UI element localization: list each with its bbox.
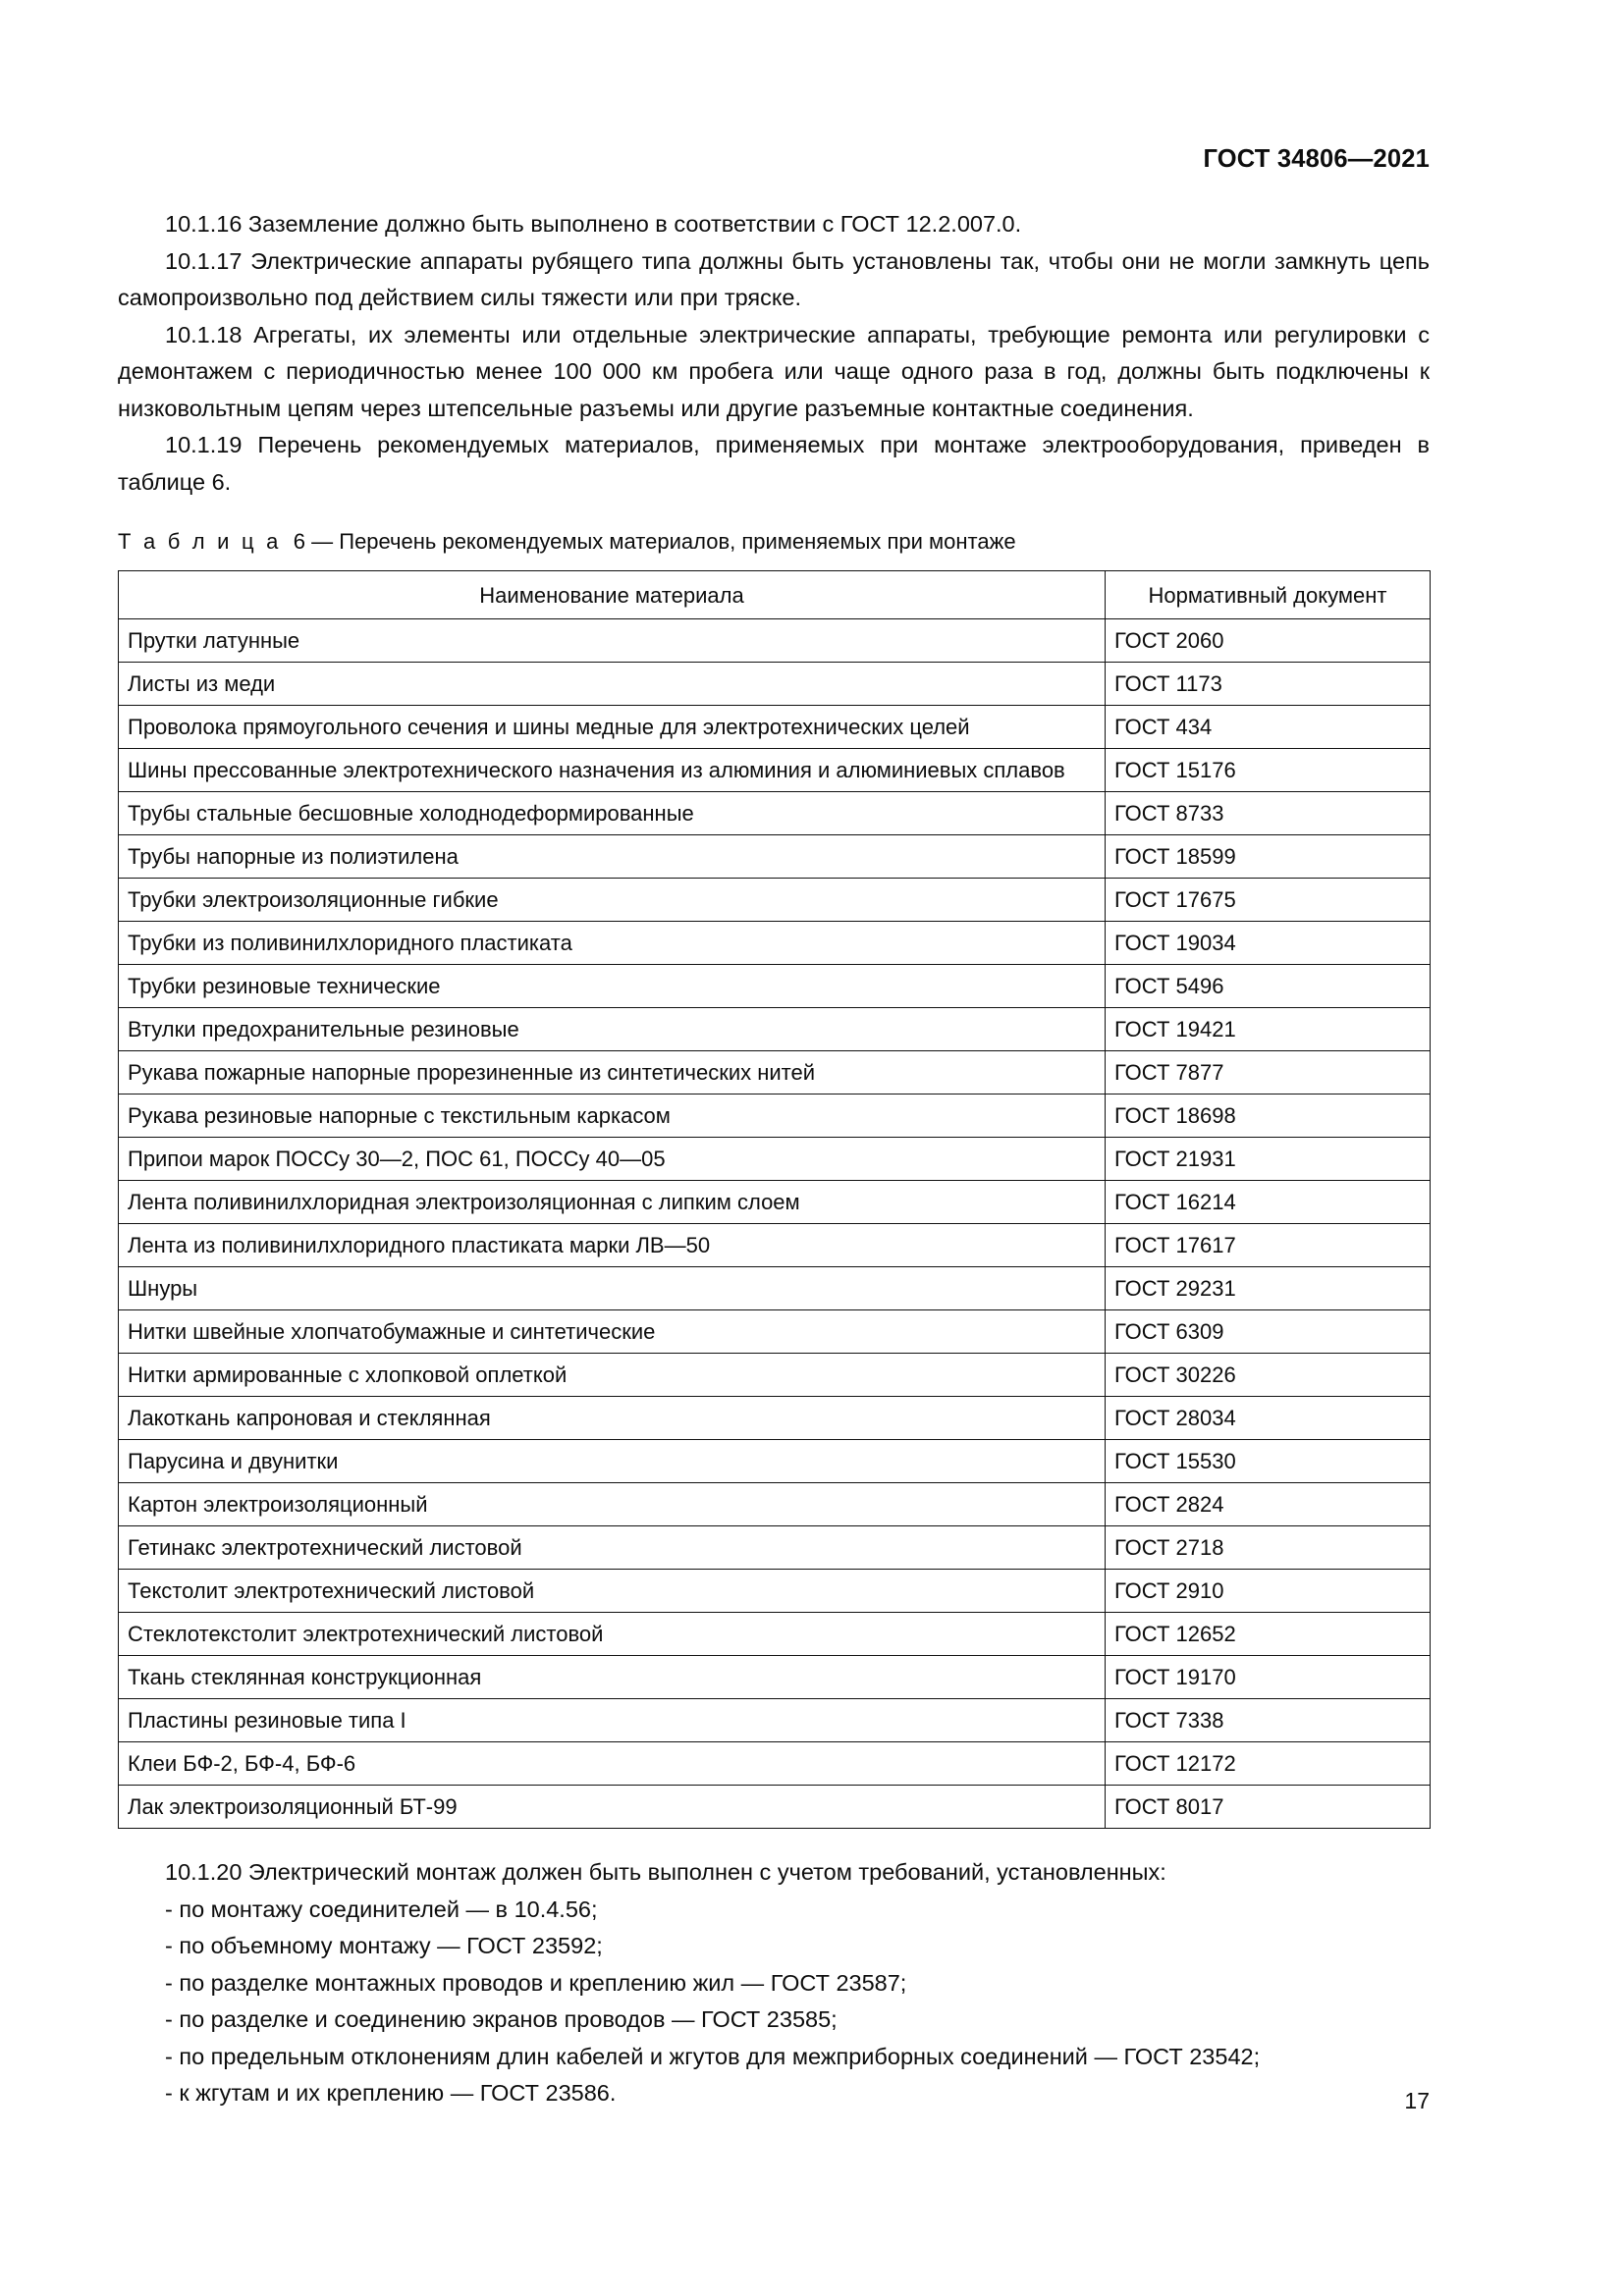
cell-material-name: Пластины резиновые типа I: [119, 1699, 1106, 1742]
cell-normative-document: ГОСТ 8733: [1106, 792, 1431, 835]
list-item: - по предельным отклонениям длин кабелей и жгутов для межприборных соединений — ГОСТ 23542;: [165, 2043, 1261, 2069]
cell-material-name: Трубки из поливинилхлоридного пластиката: [119, 922, 1106, 965]
cell-material-name: Трубки электроизоляционные гибкие: [119, 879, 1106, 922]
cell-normative-document: ГОСТ 19034: [1106, 922, 1431, 965]
column-header-normative-document: Нормативный документ: [1106, 571, 1431, 619]
cell-normative-document: ГОСТ 434: [1106, 706, 1431, 749]
cell-normative-document: ГОСТ 12172: [1106, 1742, 1431, 1786]
cell-normative-document: ГОСТ 1173: [1106, 663, 1431, 706]
paragraph-10-1-18: 10.1.18 Агрегаты, их элементы или отдельные электрические аппараты, требующие ремонта или регулировки с демонтажем с периодичностью менее 100 000 км пробега или чаще одного раза в год, должны быть подключены к низковольтным цепям через штепсельные разъемы или другие разъемные контактные соединения.: [118, 321, 1430, 421]
cell-normative-document: ГОСТ 28034: [1106, 1397, 1431, 1440]
cell-material-name: Парусина и двунитки: [119, 1440, 1106, 1483]
cell-normative-document: ГОСТ 12652: [1106, 1613, 1431, 1656]
paragraph-10-1-19: 10.1.19 Перечень рекомендуемых материалов, применяемых при монтаже электрооборудования, приведен в таблице 6.: [118, 432, 1430, 495]
cell-material-name: Трубы напорные из полиэтилена: [119, 835, 1106, 879]
table-caption-text: Перечень рекомендуемых материалов, применяемых при монтаже: [339, 529, 1016, 554]
post-table-list: [118, 1854, 1430, 2112]
table-row: [119, 965, 1431, 1008]
table-caption-number: 6: [293, 529, 305, 554]
table-row: [119, 749, 1431, 792]
cell-normative-document: ГОСТ 2910: [1106, 1570, 1431, 1613]
table-row: [119, 1008, 1431, 1051]
cell-normative-document: ГОСТ 2718: [1106, 1526, 1431, 1570]
table-row: [119, 1526, 1431, 1570]
cell-material-name: Гетинакс электротехнический листовой: [119, 1526, 1106, 1570]
table-row: [119, 1570, 1431, 1613]
table-row: [119, 619, 1431, 663]
cell-normative-document: ГОСТ 5496: [1106, 965, 1431, 1008]
cell-material-name: Картон электроизоляционный: [119, 1483, 1106, 1526]
cell-material-name: Лента поливинилхлоридная электроизоляционная с липким слоем: [119, 1181, 1106, 1224]
table-row: [119, 1613, 1431, 1656]
table-row: [119, 1483, 1431, 1526]
cell-material-name: Рукава пожарные напорные прорезиненные из синтетических нитей: [119, 1051, 1106, 1095]
page-content: [118, 206, 1430, 2112]
table-header-row: [119, 571, 1431, 619]
table-body: [119, 619, 1431, 1829]
cell-material-name: Листы из меди: [119, 663, 1106, 706]
cell-material-name: Шины прессованные электротехнического назначения из алюминия и алюминиевых сплавов: [119, 749, 1106, 792]
cell-normative-document: ГОСТ 29231: [1106, 1267, 1431, 1310]
cell-normative-document: ГОСТ 8017: [1106, 1786, 1431, 1829]
table-row: [119, 879, 1431, 922]
post-list-items: [118, 1892, 1430, 2112]
cell-normative-document: ГОСТ 15176: [1106, 749, 1431, 792]
paragraph-10-1-16: 10.1.16 Заземление должно быть выполнено в соответствии с ГОСТ 12.2.007.0.: [165, 211, 1022, 237]
table-row: [119, 1440, 1431, 1483]
table-row: [119, 1310, 1431, 1354]
cell-normative-document: ГОСТ 18599: [1106, 835, 1431, 879]
paragraph-10-1-17: 10.1.17 Электрические аппараты рубящего типа должны быть установлены так, чтобы они не могли замкнуть цепь самопроизвольно под действием силы тяжести или при тряске.: [118, 247, 1430, 310]
cell-material-name: Припои марок ПОССу 30—2, ПОС 61, ПОССу 40—05: [119, 1138, 1106, 1181]
table-caption: [118, 526, 1430, 558]
column-header-material-name: Наименование материала: [119, 571, 1106, 619]
table-caption-word: Т а б л и ц а: [118, 529, 282, 554]
cell-normative-document: ГОСТ 16214: [1106, 1181, 1431, 1224]
cell-material-name: Нитки армированные с хлопковой оплеткой: [119, 1354, 1106, 1397]
table-row: [119, 1742, 1431, 1786]
cell-normative-document: ГОСТ 6309: [1106, 1310, 1431, 1354]
table-row: [119, 1656, 1431, 1699]
running-header-standard-number: ГОСТ 34806—2021: [1203, 145, 1430, 173]
cell-normative-document: ГОСТ 7877: [1106, 1051, 1431, 1095]
table-row: [119, 663, 1431, 706]
cell-normative-document: ГОСТ 17617: [1106, 1224, 1431, 1267]
cell-normative-document: ГОСТ 21931: [1106, 1138, 1431, 1181]
table-row: [119, 706, 1431, 749]
paragraph-10-1-20: 10.1.20 Электрический монтаж должен быть выполнен с учетом требований, установленных:: [165, 1859, 1166, 1885]
list-item: - к жгутам и их креплению — ГОСТ 23586.: [165, 2080, 617, 2106]
cell-normative-document: ГОСТ 19421: [1106, 1008, 1431, 1051]
cell-material-name: Лак электроизоляционный БТ-99: [119, 1786, 1106, 1829]
table-row: [119, 1267, 1431, 1310]
cell-material-name: Лента из поливинилхлоридного пластиката марки ЛВ—50: [119, 1224, 1106, 1267]
table-row: [119, 1095, 1431, 1138]
table-row: [119, 1397, 1431, 1440]
table-row: [119, 922, 1431, 965]
cell-material-name: Трубки резиновые технические: [119, 965, 1106, 1008]
table-row: [119, 1224, 1431, 1267]
table-row: [119, 1354, 1431, 1397]
table-caption-dash: —: [311, 529, 334, 554]
cell-material-name: Трубы стальные бесшовные холоднодеформированные: [119, 792, 1106, 835]
cell-material-name: Текстолит электротехнический листовой: [119, 1570, 1106, 1613]
page-number: 17: [1404, 2088, 1430, 2113]
cell-normative-document: ГОСТ 30226: [1106, 1354, 1431, 1397]
cell-normative-document: ГОСТ 18698: [1106, 1095, 1431, 1138]
table-row: [119, 792, 1431, 835]
cell-material-name: Нитки швейные хлопчатобумажные и синтетические: [119, 1310, 1106, 1354]
list-item: - по разделке монтажных проводов и креплению жил — ГОСТ 23587;: [165, 1969, 907, 1996]
list-item: - по монтажу соединителей — в 10.4.56;: [165, 1896, 598, 1922]
cell-material-name: Втулки предохранительные резиновые: [119, 1008, 1106, 1051]
cell-material-name: Лакоткань капроновая и стеклянная: [119, 1397, 1106, 1440]
cell-material-name: Проволока прямоугольного сечения и шины медные для электротехнических целей: [119, 706, 1106, 749]
cell-normative-document: ГОСТ 19170: [1106, 1656, 1431, 1699]
cell-material-name: Стеклотекстолит электротехнический листовой: [119, 1613, 1106, 1656]
cell-material-name: Клеи БФ-2, БФ-4, БФ-6: [119, 1742, 1106, 1786]
table-row: [119, 835, 1431, 879]
cell-normative-document: ГОСТ 17675: [1106, 879, 1431, 922]
cell-normative-document: ГОСТ 15530: [1106, 1440, 1431, 1483]
cell-material-name: Шнуры: [119, 1267, 1106, 1310]
recommended-materials-table: [118, 570, 1431, 1829]
table-row: [119, 1699, 1431, 1742]
caption-spacer: [118, 501, 1430, 526]
list-item: - по объемному монтажу — ГОСТ 23592;: [165, 1933, 603, 1958]
table-head: [119, 571, 1431, 619]
table-row: [119, 1786, 1431, 1829]
cell-normative-document: ГОСТ 7338: [1106, 1699, 1431, 1742]
cell-material-name: Прутки латунные: [119, 619, 1106, 663]
list-item: - по разделке и соединению экранов проводов — ГОСТ 23585;: [165, 2006, 838, 2032]
cell-normative-document: ГОСТ 2824: [1106, 1483, 1431, 1526]
table-row: [119, 1051, 1431, 1095]
table-row: [119, 1138, 1431, 1181]
cell-material-name: Ткань стеклянная конструкционная: [119, 1656, 1106, 1699]
cell-material-name: Рукава резиновые напорные с текстильным каркасом: [119, 1095, 1106, 1138]
table-row: [119, 1181, 1431, 1224]
cell-normative-document: ГОСТ 2060: [1106, 619, 1431, 663]
